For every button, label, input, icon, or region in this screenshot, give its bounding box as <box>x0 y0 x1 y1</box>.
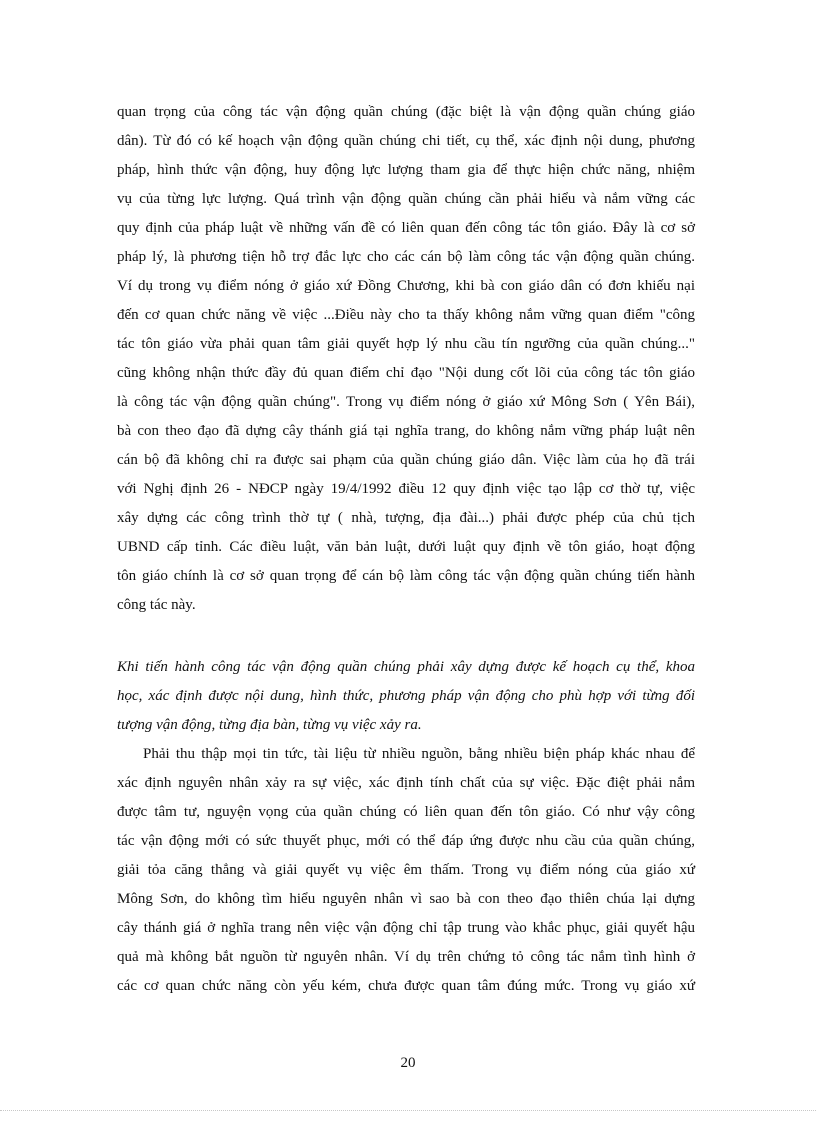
text-line: tôn giáo chính là cơ sở quan trọng để cán bộ làm công tác vận động quần chúng tiến hành <box>117 568 695 584</box>
text-line: Mông Sơn, do không tìm hiểu nguyên nhân vì sao bà con theo đạo thiên chúa lại dựng <box>117 891 695 907</box>
text-line: cán bộ đã không chỉ ra được sai phạm của quần chúng giáo dân. Việc làm của họ đã trái <box>117 452 695 468</box>
text-line: Phải thu thập mọi tin tức, tài liệu từ nhiều nguồn, bằng nhiều biện pháp khác nhau để <box>143 746 695 762</box>
page-number: 20 <box>400 1055 416 1071</box>
text-line: với Nghị định 26 - NĐCP ngày 19/4/1992 điều 12 quy định việc tạo lập cơ thờ tự, việc <box>117 481 695 497</box>
text-line: được tâm tư, nguyện vọng của quần chúng có liên quan đến tôn giáo. Có như vậy công <box>117 804 695 820</box>
text-line: UBND cấp tỉnh. Các điều luật, văn bản luật, dưới luật quy định về tôn giáo, hoạt động <box>117 539 695 555</box>
heading-line: học, xác định được nội dung, hình thức, phương pháp vận động cho phù hợp với từng đối <box>117 688 695 704</box>
heading-line: tượng vận động, từng địa bàn, từng vụ việc xảy ra. <box>117 717 422 733</box>
text-line: các cơ quan chức năng còn yếu kém, chưa được quan tâm đúng mức. Trong vụ giáo xứ <box>117 978 695 994</box>
text-line: bà con theo đạo đã dựng cây thánh giá tại nghĩa trang, do không nắm vững pháp luật nên <box>117 423 695 439</box>
text-line: quy định của pháp luật về những vấn đề có liên quan đến công tác tôn giáo. Đây là cơ sở <box>117 220 695 236</box>
text-line: cây thánh giá ở nghĩa trang nên việc vận động chỉ tập trung vào khắc phục, giải quyết hậu <box>117 920 695 936</box>
text-line: cũng không nhận thức đầy đủ quan điểm chỉ đạo "Nội dung cốt lõi của công tác tôn giáo <box>117 365 695 381</box>
text-line: Ví dụ trong vụ điểm nóng ở giáo xứ Đồng Chương, khi bà con giáo dân có đơn khiếu nại <box>117 278 695 294</box>
page-bottom-border <box>0 1110 816 1111</box>
text-line: đến cơ quan chức năng về việc ...Điều này cho ta thấy không nắm vững quan điểm "công <box>117 307 695 323</box>
text-line: là công tác vận động quần chúng". Trong vụ điểm nóng ở giáo xứ Mông Sơn ( Yên Bái), <box>117 394 695 410</box>
text-line: quan trọng của công tác vận động quần chúng (đặc biệt là vận động quần chúng giáo <box>117 104 695 120</box>
text-line: xây dựng các công trình thờ tự ( nhà, tượng, địa đài...) phải được phép của chủ tịch <box>117 510 695 526</box>
text-line: dân). Từ đó có kế hoạch vận động quần chúng chi tiết, cụ thể, xác định nội dung, phương <box>117 133 695 149</box>
text-line: vụ của từng lực lượng. Quá trình vận động quần chúng cần phải hiểu và nắm vững các <box>117 191 695 207</box>
text-line: quả mà không bắt nguồn từ nguyên nhân. Ví dụ trên chứng tỏ công tác nắm tình hình ở <box>117 949 695 965</box>
text-line: xác định nguyên nhân xảy ra sự việc, xác định tính chất của sự việc. Đặc điệt phải nắm <box>117 775 695 791</box>
text-line: giải tỏa căng thẳng và giải quyết vụ việc êm thấm. Trong vụ điểm nóng của giáo xứ <box>117 862 695 878</box>
text-line: pháp lý, là phương tiện hỗ trợ đắc lực cho các cán bộ làm công tác vận động quần chúng. <box>117 249 695 265</box>
text-line: pháp, hình thức vận động, huy động lực lượng tham gia để thực hiện chức năng, nhiệm <box>117 162 695 178</box>
text-line: công tác này. <box>117 597 196 613</box>
text-line: tác vận động mới có sức thuyết phục, mới có thể đáp ứng được nhu cầu của quần chúng, <box>117 833 695 849</box>
text-line: tác tôn giáo vừa phải quan tâm giải quyết hợp lý nhu cầu tín ngưỡng của quần chúng..." <box>117 336 695 352</box>
heading-line: Khi tiến hành công tác vận động quần chúng phải xây dựng được kế hoạch cụ thể, khoa <box>117 659 695 675</box>
